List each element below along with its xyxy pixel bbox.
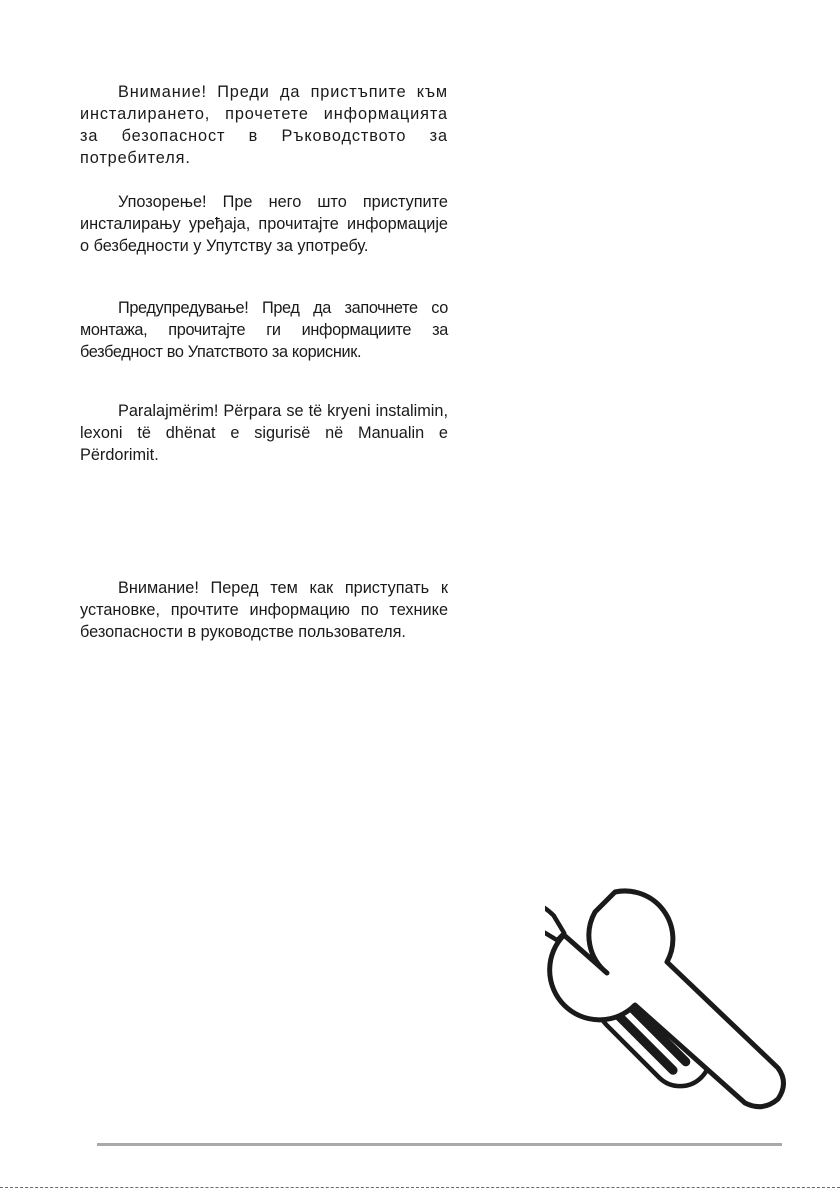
warning-macedonian: Предупредување! Пред да започнете со монтажа, прочитајте ги информациите за безбедност во Упатството за корисник. [80,299,448,361]
wrench-and-screwdriver-icon [545,875,795,1110]
warning-bulgarian: Внимание! Преди да пристъпите към инсталирането, прочетете информацията за безопасност в Ръководството за потребителя. [80,83,448,167]
warning-serbian: Упозорење! Пре него што приступите инсталирању уређаја, прочитајте информације о безбедности у Упутству за употребу. [80,193,448,255]
page-cut-line [0,1187,840,1188]
warning-russian: Внимание! Перед тем как приступать к установке, прочтите информацию по технике безопасности в руководстве пользователя. [80,579,448,641]
warning-albanian: Paralajmërim! Përpara se të kryeni instalimin, lexoni të dhënat e sigurisë në Manualin e Përdorimit. [80,402,448,464]
footer-rule [97,1143,782,1146]
